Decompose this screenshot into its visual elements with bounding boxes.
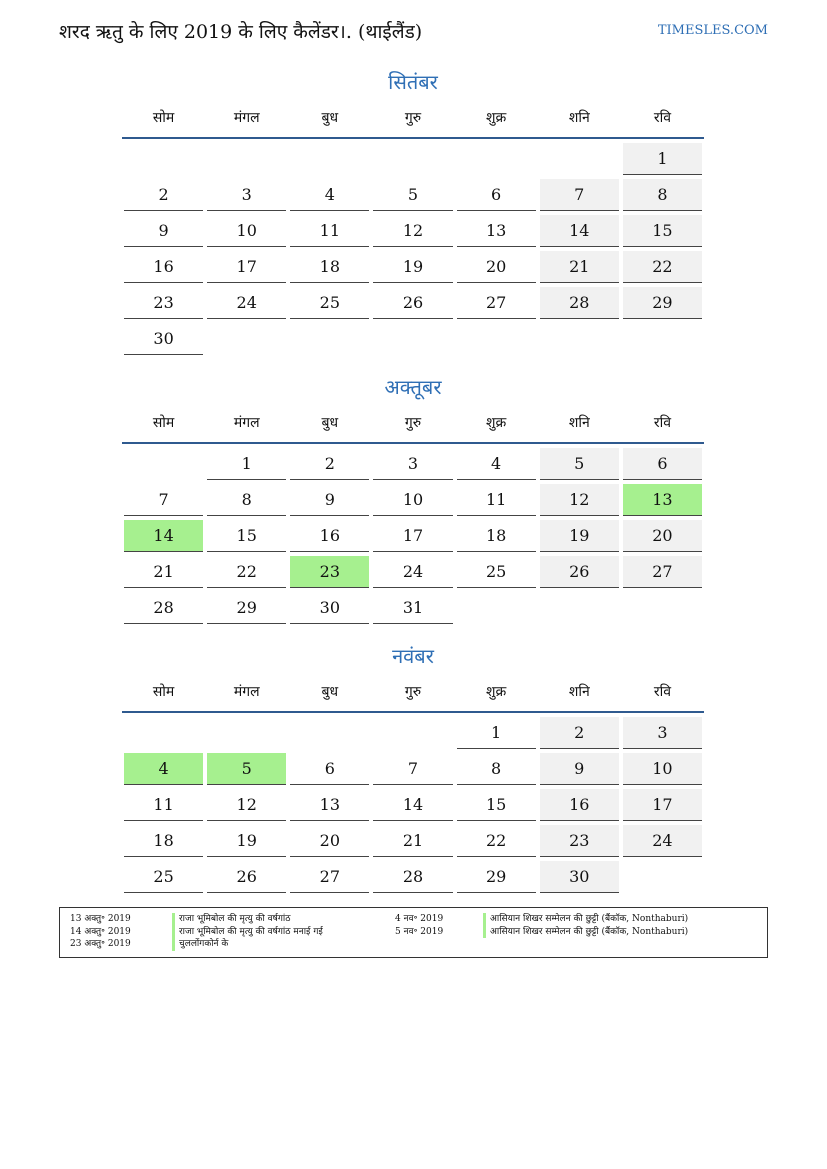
weekday-label: रवि [653,683,671,700]
empty-cell [373,717,452,748]
weekday-header [122,97,704,139]
day-cell: 12 [207,789,286,821]
day-cell: 7 [373,753,452,785]
weekday-label: मंगल [233,683,260,700]
day-cell: 6 [623,448,702,480]
day-cell: 3 [623,717,702,749]
legend-date: 4 नव॰ 2019 [395,914,444,924]
weekday-header [122,671,704,713]
day-cell: 29 [207,592,286,624]
weekday-label: शनि [568,683,590,700]
day-cell: 21 [124,556,203,588]
day-cell: 23 [124,287,203,319]
day-cell: 1 [457,717,536,749]
day-cell: 28 [540,287,619,319]
day-cell: 8 [207,484,286,516]
day-cell: 22 [207,556,286,588]
weekday-label: बुध [321,683,339,700]
empty-cell [540,143,619,174]
day-cell: 7 [540,179,619,211]
weekday-label: मंगल [233,109,260,126]
weekday-label: शुक्र [485,414,507,431]
day-cell: 21 [373,825,452,857]
day-cell: 27 [457,287,536,319]
day-cell: 25 [290,287,369,319]
day-cell: 26 [540,556,619,588]
day-cell: 5 [540,448,619,480]
weekday-label: बुध [321,414,339,431]
day-cell: 17 [623,789,702,821]
day-cell: 10 [207,215,286,247]
day-cell: 9 [540,753,619,785]
day-cell: 25 [124,861,203,893]
holiday-legend [59,907,768,958]
legend-holiday-name: चुललोंगकोर्न के [172,938,228,951]
month-september [122,67,704,359]
weekday-label: सोम [152,414,175,431]
weekday-label: गुरु [404,683,422,700]
day-cell: 14 [540,215,619,247]
weekday-label: मंगल [233,414,260,431]
day-cell: 18 [457,520,536,552]
day-cell: 25 [457,556,536,588]
day-cell: 20 [457,251,536,283]
weekday-label: सोम [152,683,175,700]
legend-holiday-name: आसियान शिखर सम्मेलन की छुट्टी (बैंकॉक, Nonthaburi) [483,913,688,926]
day-cell: 30 [290,592,369,624]
day-cell: 8 [623,179,702,211]
legend-holiday-name: राजा भूमिबोल की मृत्यु की वर्षगांठ [172,913,290,926]
weekday-label: शनि [568,109,590,126]
day-cell: 3 [373,448,452,480]
holiday-day-cell: 23 [290,556,369,588]
empty-cell [290,717,369,748]
day-cell: 13 [290,789,369,821]
day-cell: 8 [457,753,536,785]
day-cell: 29 [623,287,702,319]
day-cell: 21 [540,251,619,283]
day-cell: 11 [124,789,203,821]
day-cell: 17 [373,520,452,552]
weekday-label: रवि [653,109,671,126]
day-cell: 15 [207,520,286,552]
empty-cell [207,717,286,748]
day-cell: 29 [457,861,536,893]
day-cell: 30 [124,323,203,355]
day-cell: 15 [457,789,536,821]
day-cell: 22 [623,251,702,283]
days-grid [122,444,704,628]
day-cell: 7 [124,484,203,516]
day-cell: 3 [207,179,286,211]
month-november [122,641,704,897]
day-cell: 18 [124,825,203,857]
month-title: अक्तूबर [384,375,442,399]
day-cell: 11 [457,484,536,516]
days-grid [122,139,704,359]
day-cell: 10 [623,753,702,785]
weekday-label: शुक्र [485,683,507,700]
month-title: नवंबर [392,644,434,668]
weekday-label: बुध [321,109,339,126]
day-cell: 30 [540,861,619,893]
holiday-day-cell: 14 [124,520,203,552]
day-cell: 12 [373,215,452,247]
day-cell: 14 [373,789,452,821]
day-cell: 13 [457,215,536,247]
day-cell: 26 [373,287,452,319]
empty-cell [457,143,536,174]
days-grid [122,713,704,897]
day-cell: 23 [540,825,619,857]
legend-date: 5 नव॰ 2019 [395,926,444,937]
day-cell: 4 [457,448,536,480]
day-cell: 16 [540,789,619,821]
day-cell: 27 [290,861,369,893]
empty-cell [290,143,369,174]
legend-date: 23 अक्तु॰ 2019 [70,939,131,949]
weekday-label: शुक्र [485,109,507,126]
holiday-day-cell: 13 [623,484,702,516]
weekday-label: गुरु [404,414,422,431]
day-cell: 1 [207,448,286,480]
holiday-day-cell: 5 [207,753,286,785]
legend-holiday-name: राजा भूमिबोल की मृत्यु की वर्षगांठ मनाई गई [172,926,323,939]
day-cell: 24 [207,287,286,319]
empty-cell [124,448,203,479]
day-cell: 2 [290,448,369,480]
day-cell: 26 [207,861,286,893]
day-cell: 31 [373,592,452,624]
day-cell: 20 [290,825,369,857]
day-cell: 18 [290,251,369,283]
month-october [122,372,704,628]
legend-date: 13 अक्तु॰ 2019 [70,914,131,924]
weekday-label: रवि [653,414,671,431]
empty-cell [207,143,286,174]
day-cell: 22 [457,825,536,857]
day-cell: 15 [623,215,702,247]
day-cell: 6 [457,179,536,211]
day-cell: 20 [623,520,702,552]
day-cell: 12 [540,484,619,516]
day-cell: 2 [540,717,619,749]
holiday-day-cell: 4 [124,753,203,785]
day-cell: 9 [124,215,203,247]
day-cell: 2 [124,179,203,211]
site-link[interactable]: TIMESLES.COM [657,23,768,38]
day-cell: 6 [290,753,369,785]
day-cell: 19 [207,825,286,857]
day-cell: 27 [623,556,702,588]
page-title: शरद ऋतु के लिए 2019 के लिए कैलेंडर।. (थाईलैंड) [59,21,423,43]
day-cell: 19 [373,251,452,283]
day-cell: 17 [207,251,286,283]
weekday-label: शनि [568,414,590,431]
day-cell: 24 [373,556,452,588]
empty-cell [124,717,203,748]
weekday-label: गुरु [404,109,422,126]
weekday-header [122,402,704,444]
weekday-label: सोम [152,109,175,126]
day-cell: 1 [623,143,702,175]
month-title: सितंबर [388,70,438,94]
day-cell: 19 [540,520,619,552]
empty-cell [124,143,203,174]
legend-date: 14 अक्तु॰ 2019 [70,926,131,937]
legend-holiday-name: आसियान शिखर सम्मेलन की छुट्टी (बैंकॉक, Nonthaburi) [483,926,688,939]
day-cell: 28 [373,861,452,893]
day-cell: 16 [124,251,203,283]
day-cell: 10 [373,484,452,516]
day-cell: 11 [290,215,369,247]
day-cell: 24 [623,825,702,857]
empty-cell [373,143,452,174]
day-cell: 9 [290,484,369,516]
day-cell: 5 [373,179,452,211]
day-cell: 28 [124,592,203,624]
day-cell: 16 [290,520,369,552]
day-cell: 4 [290,179,369,211]
